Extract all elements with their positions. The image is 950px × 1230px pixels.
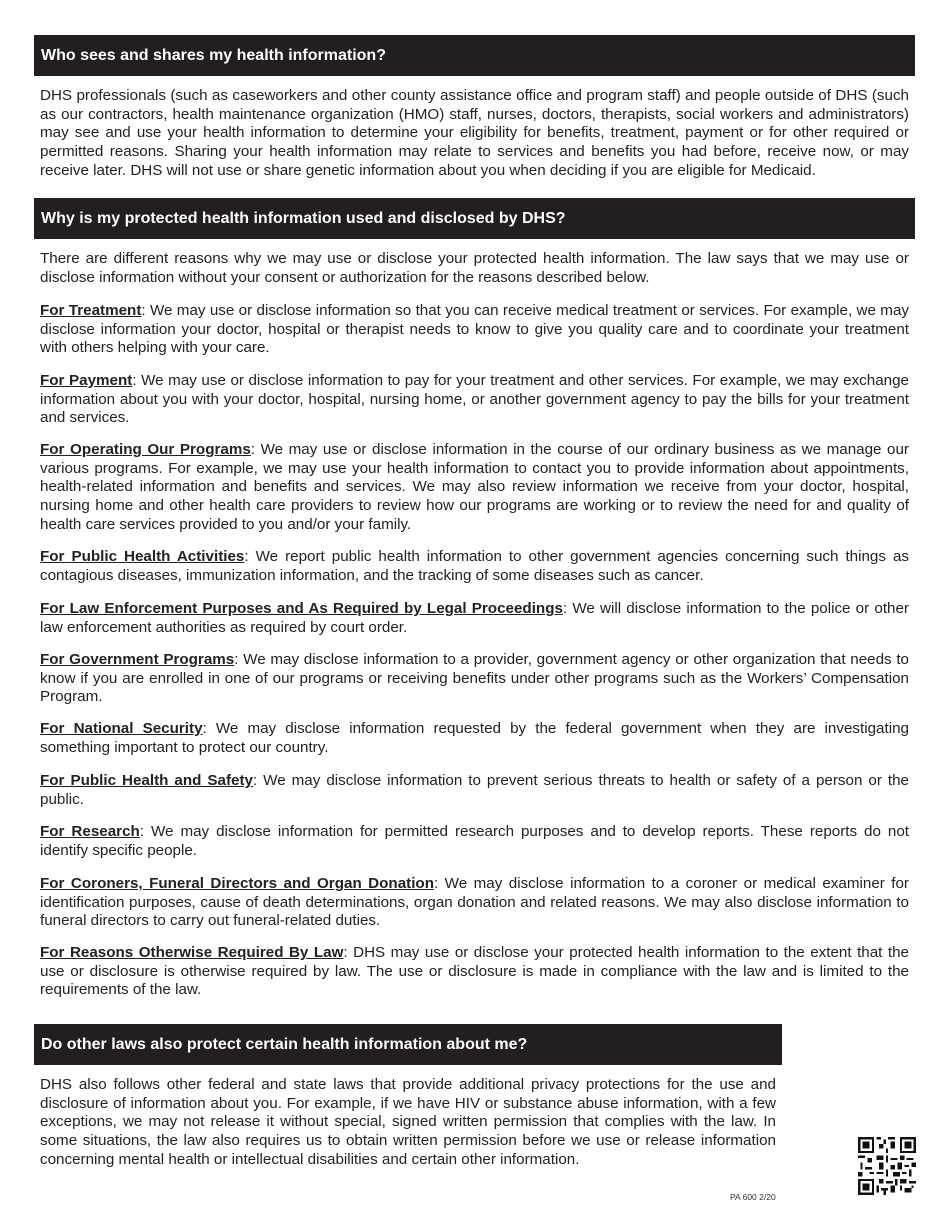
paragraph-text: DHS professionals (such as caseworkers and other county assistance office and program staff) and people outside of DHS (such as our contractors, health maintenance organization (HMO) staff, nurses, doctors, therapists, social workers and administrators) may see and use your health information to determine your eligibility for benefits, treatment, payment or for other required or permitted reasons. Sharing your health information may relate to services and benefits you had before, receive now, or may receive later. DHS will not use or share genetic information about you when deciding if you are eligible for Medicaid. — [40, 87, 909, 179]
form-code: PA 600 2/20 — [730, 1192, 776, 1202]
paragraph-text: We will disclose information to the police or other law enforcement authorities as required by court order. — [40, 600, 909, 636]
section-heading-other-laws: Do other laws also protect certain health information about me? — [34, 1024, 782, 1065]
paragraph-text: We may disclose information for permitted research purposes and to develop reports. These reports do not identify specific people. — [40, 823, 909, 859]
section-heading-why-used: Why is my protected health information used and disclosed by DHS? — [34, 198, 915, 239]
paragraph-text: We report public health information to other government agencies concerning such things as contagious diseases, immunization information, and the tracking of some diseases such as cancer. — [40, 548, 910, 584]
term-separator: : — [433, 875, 439, 892]
paragraph-for-coroners — [40, 875, 909, 931]
paragraph-text: We may disclose information to prevent serious threats to health or safety of a person or the public. — [40, 772, 909, 808]
paragraph-for-operating-programs — [40, 441, 909, 535]
term-for-treatment: For Treatment — [40, 302, 142, 319]
term-separator: : — [250, 441, 256, 458]
paragraph-text: We may use or disclose information so that you can receive medical treatment or services. For example, we may disclose information your doctor, hospital or therapist needs to know to give you quality care and to coordinate your treatment with others helping with your care. — [40, 302, 909, 357]
paragraph-text: We may use or disclose information in the course of our ordinary business as we manage our various programs. For example, we may use your health information to contact you to provide information about appointments, health-related information and benefits and services. We may also review information we receive from your doctor, hospital, nursing home and other health care providers to review how our programs are working or to review the need for and quality of health care services provided to you and/or your family. — [40, 441, 909, 533]
paragraph-intro — [40, 250, 909, 287]
paragraph-for-treatment — [40, 302, 909, 358]
term-for-operating-programs: For Operating Our Programs — [40, 441, 251, 458]
term-for-government-programs: For Government Programs — [40, 651, 235, 668]
section-heading-who-sees: Who sees and shares my health information? — [34, 35, 915, 76]
paragraph-other-laws — [40, 1076, 776, 1170]
term-separator: : — [343, 944, 348, 961]
paragraph-text: We may disclose information to a provider, government agency or other organization that needs to know if you are enrolled in one of our programs or receiving benefits under other programs such as the Workers’ Compensation Program. — [40, 651, 909, 706]
term-for-public-health-activities: For Public Health Activities — [40, 548, 245, 565]
term-for-public-health-safety: For Public Health and Safety — [40, 772, 253, 789]
term-for-coroners: For Coroners, Funeral Directors and Organ Donation — [40, 875, 434, 892]
term-for-law-enforcement: For Law Enforcement Purposes and As Required by Legal Proceedings — [40, 600, 563, 617]
paragraph-for-national-security — [40, 720, 909, 757]
paragraph-text: We may disclose information to a coroner or medical examiner for identification purposes, cause of death determinations, organ donation and related reasons. We may also disclose information to funeral directors to carry out funeral-related duties. — [40, 875, 909, 930]
term-separator: : — [202, 720, 207, 737]
term-otherwise-required-by-law: For Reasons Otherwise Required By Law — [40, 944, 344, 961]
paragraph-for-research — [40, 823, 909, 860]
term-separator: : — [139, 823, 145, 840]
paragraph-who-sees — [40, 87, 909, 181]
paragraph-for-public-health-safety — [40, 772, 909, 809]
paragraph-for-law-enforcement — [40, 600, 909, 637]
paragraph-otherwise-required-by-law — [40, 944, 909, 1000]
term-separator: : — [141, 302, 146, 319]
term-separator: : — [234, 651, 239, 668]
paragraph-text: We may disclose information requested by the federal government when they are investigating something important to protect our country. — [40, 720, 909, 756]
paragraph-text: We may use or disclose information to pay for your treatment and other services. For example, we may exchange information about you with your doctor, hospital, nursing home, or another government agency to pay the bills for your treatment and services. — [40, 372, 909, 427]
paragraph-text: DHS may use or disclose your protected health information to the extent that the use or disclosure is otherwise required by law. The use or disclosure is made in compliance with the law and is limited to the requirements of the law. — [40, 944, 910, 999]
paragraph-text: There are different reasons why we may use or disclose your protected health information. The law says that we may use or disclose information without your consent or authorization for the reasons described below. — [40, 250, 909, 286]
term-separator: : — [132, 372, 137, 389]
term-separator: : — [562, 600, 568, 617]
term-for-research: For Research — [40, 823, 140, 840]
paragraph-text: DHS also follows other federal and state laws that provide additional privacy protections for the use and disclosure of information about you. For example, if we have HIV or substance abuse information, with a few exceptions, we may not release it without special, signed written permission that complies with the law. In some situations, the law also requires us to obtain written permission before we use or release information concerning mental health or intellectual disabilities and certain other information. — [40, 1076, 776, 1168]
term-separator: : — [244, 548, 249, 565]
qr-code-icon — [858, 1137, 916, 1195]
paragraph-for-public-health-activities — [40, 548, 909, 585]
paragraph-for-payment — [40, 372, 909, 428]
paragraph-for-government-programs — [40, 651, 909, 707]
term-for-payment: For Payment — [40, 372, 133, 389]
term-separator: : — [252, 772, 258, 789]
term-for-national-security: For National Security — [40, 720, 203, 737]
